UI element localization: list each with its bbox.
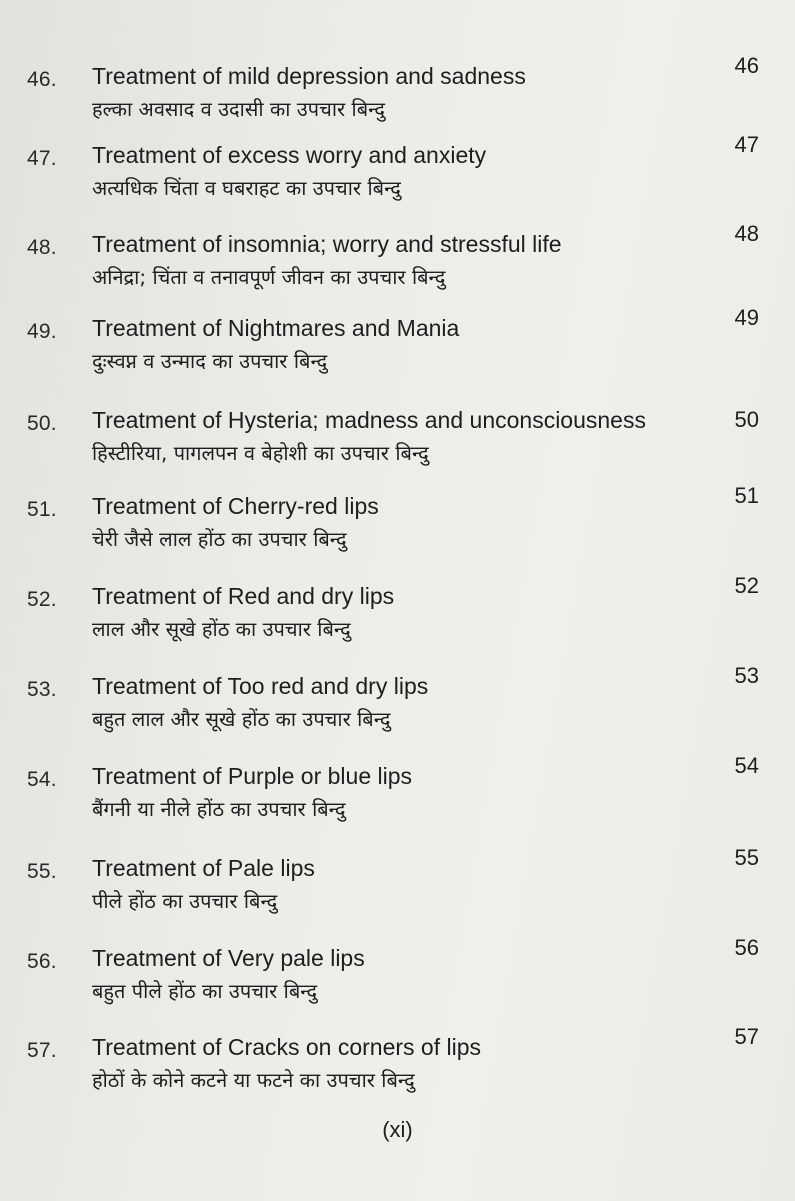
entry-number: 49. [27, 320, 57, 343]
entry-title-hindi: बहुत पीले होंठ का उपचार बिन्दु [92, 979, 318, 1003]
entry-page-number: 55 [734, 845, 759, 870]
entry-number: 48. [27, 236, 57, 259]
toc-entry [0, 663, 795, 768]
entry-title-hindi: दुःस्वप्न व उन्माद का उपचार बिन्दु [92, 349, 328, 373]
entry-title-hindi: पीले होंठ का उपचार बिन्दु [92, 889, 278, 913]
entry-title: Treatment of insomnia; worry and stressful life [92, 231, 562, 257]
toc-entry [0, 573, 795, 678]
toc-entry [0, 845, 795, 950]
entry-number: 57. [27, 1039, 57, 1062]
toc-entry [0, 753, 795, 858]
toc-entry [0, 305, 795, 410]
entry-title: Treatment of Cherry-red lips [92, 493, 379, 519]
entry-title-hindi: बहुत लाल और सूखे होंठ का उपचार बिन्दु [92, 707, 391, 731]
entry-page-number: 57 [734, 1024, 759, 1049]
entry-number: 55. [27, 860, 57, 883]
entry-number: 50. [27, 412, 57, 435]
entry-title-hindi: बैंगनी या नीले होंठ का उपचार बिन्दु [92, 797, 346, 821]
entry-title-hindi: हल्का अवसाद व उदासी का उपचार बिन्दु [92, 97, 385, 121]
entry-page-number: 46 [734, 53, 759, 78]
entry-page-number: 53 [734, 663, 759, 688]
entry-title: Treatment of Cracks on corners of lips [92, 1034, 482, 1060]
entry-title: Treatment of Too red and dry lips [92, 673, 429, 699]
entry-title: Treatment of mild depression and sadness [92, 63, 526, 89]
toc-entry [0, 132, 795, 237]
entry-title: Treatment of Nightmares and Mania [92, 315, 460, 341]
entry-title-hindi: होठों के कोने कटने या फटने का उपचार बिन्दु [92, 1068, 415, 1092]
page-footer-number: (xi) [382, 1117, 413, 1142]
entry-title-hindi: अत्यधिक चिंता व घबराहट का उपचार बिन्दु [92, 176, 401, 200]
entry-page-number: 51 [734, 483, 759, 508]
entry-page-number: 52 [734, 573, 759, 598]
entry-title: Treatment of Pale lips [92, 855, 315, 881]
entry-title-hindi: लाल और सूखे होंठ का उपचार बिन्दु [92, 617, 351, 641]
entry-page-number: 50 [734, 407, 759, 432]
toc-entry [0, 1024, 795, 1129]
toc-entry [0, 221, 795, 326]
entry-title: Treatment of excess worry and anxiety [92, 142, 487, 168]
entry-page-number: 54 [734, 753, 759, 778]
toc-entry [0, 935, 795, 1040]
entry-page-number: 47 [734, 132, 759, 157]
entry-number: 56. [27, 950, 57, 973]
entry-number: 54. [27, 768, 57, 791]
toc-entry [0, 483, 795, 588]
entry-page-number: 49 [734, 305, 759, 330]
entry-number: 51. [27, 498, 57, 521]
entry-title: Treatment of Purple or blue lips [92, 763, 413, 789]
entry-title-hindi: हिस्टीरिया, पागलपन व बेहोशी का उपचार बिन्दु [92, 441, 429, 465]
entry-number: 47. [27, 147, 57, 170]
toc-entry [0, 407, 795, 502]
entry-title-hindi: चेरी जैसे लाल होंठ का उपचार बिन्दु [92, 527, 347, 551]
entry-title: Treatment of Hysteria; madness and unconsciousness [92, 407, 646, 433]
entry-title: Treatment of Very pale lips [92, 945, 365, 971]
entry-title-hindi: अनिद्रा; चिंता व तनावपूर्ण जीवन का उपचार बिन्दु [92, 265, 446, 289]
entry-title: Treatment of Red and dry lips [92, 583, 395, 609]
entry-page-number: 48 [734, 221, 759, 246]
entry-page-number: 56 [734, 935, 759, 960]
entry-number: 53. [27, 678, 57, 701]
entry-number: 46. [27, 68, 57, 91]
entry-number: 52. [27, 588, 57, 611]
